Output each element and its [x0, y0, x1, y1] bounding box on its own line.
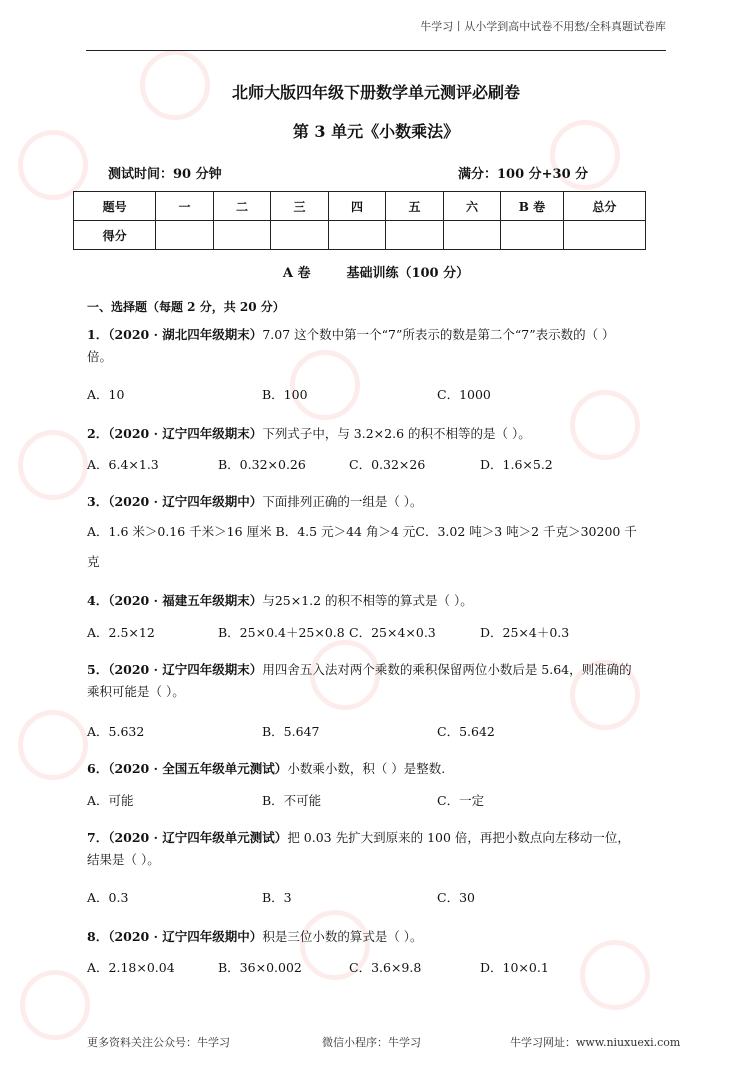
question-number: 5．: [87, 662, 109, 677]
score-table-header: 六: [443, 192, 501, 221]
score-table-header: 二: [213, 192, 271, 221]
score-cell[interactable]: [156, 221, 214, 250]
option[interactable]: B．5.647: [262, 724, 320, 739]
question-5: [87, 659, 669, 703]
score-cell[interactable]: [386, 221, 444, 250]
question-source: （2020 · 辽宁四年级期末）: [108, 662, 263, 677]
question-source: （2020 · 辽宁四年级单元测试）: [108, 830, 288, 845]
score-cell[interactable]: [563, 221, 645, 250]
question-6: [87, 758, 669, 780]
option[interactable]: A．6.4×1.3: [87, 457, 159, 472]
header-divider: [86, 50, 666, 51]
option[interactable]: C．25×4×0.3: [349, 625, 436, 640]
question-number: 6．: [87, 761, 109, 776]
option[interactable]: D．10×0.1: [480, 960, 549, 975]
question-text: 与25×1.2 的积不相等的算式是（ ）。: [262, 593, 473, 608]
exam-title: 北师大版四年级下册数学单元测评必刷卷: [231, 83, 520, 102]
score-cell[interactable]: [443, 221, 501, 250]
question-number: 7．: [87, 830, 109, 845]
watermark-logo: [130, 20, 240, 130]
score-cell[interactable]: [328, 221, 386, 250]
section-a-heading: [0, 262, 752, 281]
option[interactable]: C．30: [437, 890, 475, 905]
option-line[interactable]: A．1.6 米＞0.16 千米＞16 厘米 B．4.5 元＞44 角＞4 元C．3.02 吨＞3 吨＞2 千克＞30200 千: [87, 524, 637, 539]
option[interactable]: C．5.642: [437, 724, 495, 739]
score-table-header: 五: [386, 192, 444, 221]
question-text: 积是三位小数的算式是（ ）。: [262, 929, 423, 944]
option[interactable]: A．2.18×0.04: [87, 960, 175, 975]
option[interactable]: A．2.5×12: [87, 625, 155, 640]
score-cell[interactable]: [271, 221, 329, 250]
option[interactable]: A．可能: [87, 793, 134, 808]
question-text-continued: 乘积可能是（ ）。: [87, 684, 185, 699]
option[interactable]: C．0.32×26: [349, 457, 426, 472]
question-number: 4．: [87, 593, 109, 608]
question-text: 用四舍五入法对两个乘数的乘积保留两位小数后是 5.64，则准确的: [262, 662, 632, 677]
score-table-header-row: [74, 192, 646, 221]
option[interactable]: B．3: [262, 890, 292, 905]
question-number: 1．: [87, 327, 109, 342]
score-table-header: 题号: [74, 192, 156, 221]
score-table-header: B 卷: [501, 192, 563, 221]
score-cell[interactable]: [213, 221, 271, 250]
option[interactable]: B．36×0.002: [218, 960, 302, 975]
question-text-continued: 结果是（ ）。: [87, 852, 160, 867]
question-source: （2020 · 辽宁四年级期末）: [108, 426, 263, 441]
question-number: 8．: [87, 929, 109, 944]
option[interactable]: D．25×4＋0.3: [480, 625, 570, 640]
question-3: [87, 491, 669, 513]
score-table-header: 三: [271, 192, 329, 221]
option[interactable]: A．5.632: [87, 724, 145, 739]
question-source: （2020 · 湖北四年级期末）: [108, 327, 263, 342]
option[interactable]: C．3.6×9.8: [349, 960, 422, 975]
score-row-label: 得分: [74, 221, 156, 250]
question-source: （2020 · 全国五年级单元测试）: [108, 761, 288, 776]
score-cell[interactable]: [501, 221, 563, 250]
unit-title: 第 3 单元《小数乘法》: [292, 122, 460, 141]
question-4: [87, 590, 669, 612]
footer-website[interactable]: 牛学习网址：www.niuxuexi.com: [510, 1036, 681, 1049]
option[interactable]: A．10: [87, 387, 125, 402]
score-table: [73, 191, 646, 250]
question-text: 把 0.03 先扩大到原来的 100 倍，再把小数点向左移动一位，: [287, 830, 630, 845]
question-8: [87, 926, 669, 948]
score-table-header: 一: [156, 192, 214, 221]
option[interactable]: B．100: [262, 387, 308, 402]
footer-mini-program: 微信小程序：牛学习: [322, 1036, 421, 1049]
question-source: （2020 · 辽宁四年级期中）: [108, 494, 263, 509]
score-table-header: 总分: [563, 192, 645, 221]
option[interactable]: A．0.3: [87, 890, 129, 905]
option[interactable]: B．25×0.4＋25×0.8: [218, 625, 345, 640]
full-score: 满分：100 分+30 分: [458, 167, 589, 182]
option[interactable]: C．1000: [437, 387, 491, 402]
header-tagline: 牛学习丨从小学到高中试卷不用愁/全科真题试卷库: [420, 20, 666, 33]
question-text-continued: 倍。: [87, 349, 113, 364]
option[interactable]: C．一定: [437, 793, 485, 808]
watermark-logo: [10, 960, 120, 1070]
question-text: 小数乘小数，积（ ）是整数.: [287, 761, 446, 776]
watermark-logo: [290, 900, 400, 1010]
option-line-continued: 克: [87, 554, 100, 569]
question-text: 7.07 这个数中第一个“7”所表示的数是第二个“7”表示数的（ ）: [262, 327, 615, 342]
question-7: [87, 827, 669, 871]
question-number: 3．: [87, 494, 109, 509]
question-1: [87, 324, 669, 368]
question-source: （2020 · 福建五年级期末）: [108, 593, 263, 608]
part1-heading: 一、选择题（每题 2 分，共 20 分）: [87, 300, 285, 314]
section-a-name: A 卷: [282, 266, 311, 281]
question-number: 2．: [87, 426, 109, 441]
option[interactable]: D．1.6×5.2: [480, 457, 553, 472]
question-text: 下面排列正确的一组是（ ）。: [262, 494, 423, 509]
test-time: 测试时间：90 分钟: [108, 167, 222, 182]
footer-wechat-account: 更多资料关注公众号：牛学习: [87, 1036, 230, 1049]
section-a-subtitle: 基础训练（100 分）: [346, 266, 470, 281]
score-table-header: 四: [328, 192, 386, 221]
option[interactable]: B．不可能: [262, 793, 322, 808]
question-text: 下列式子中，与 3.2×2.6 的积不相等的是（ ）。: [262, 426, 531, 441]
question-source: （2020 · 辽宁四年级期中）: [108, 929, 263, 944]
option[interactable]: B．0.32×0.26: [218, 457, 306, 472]
score-table-score-row: [74, 221, 646, 250]
question-2: [87, 423, 669, 445]
